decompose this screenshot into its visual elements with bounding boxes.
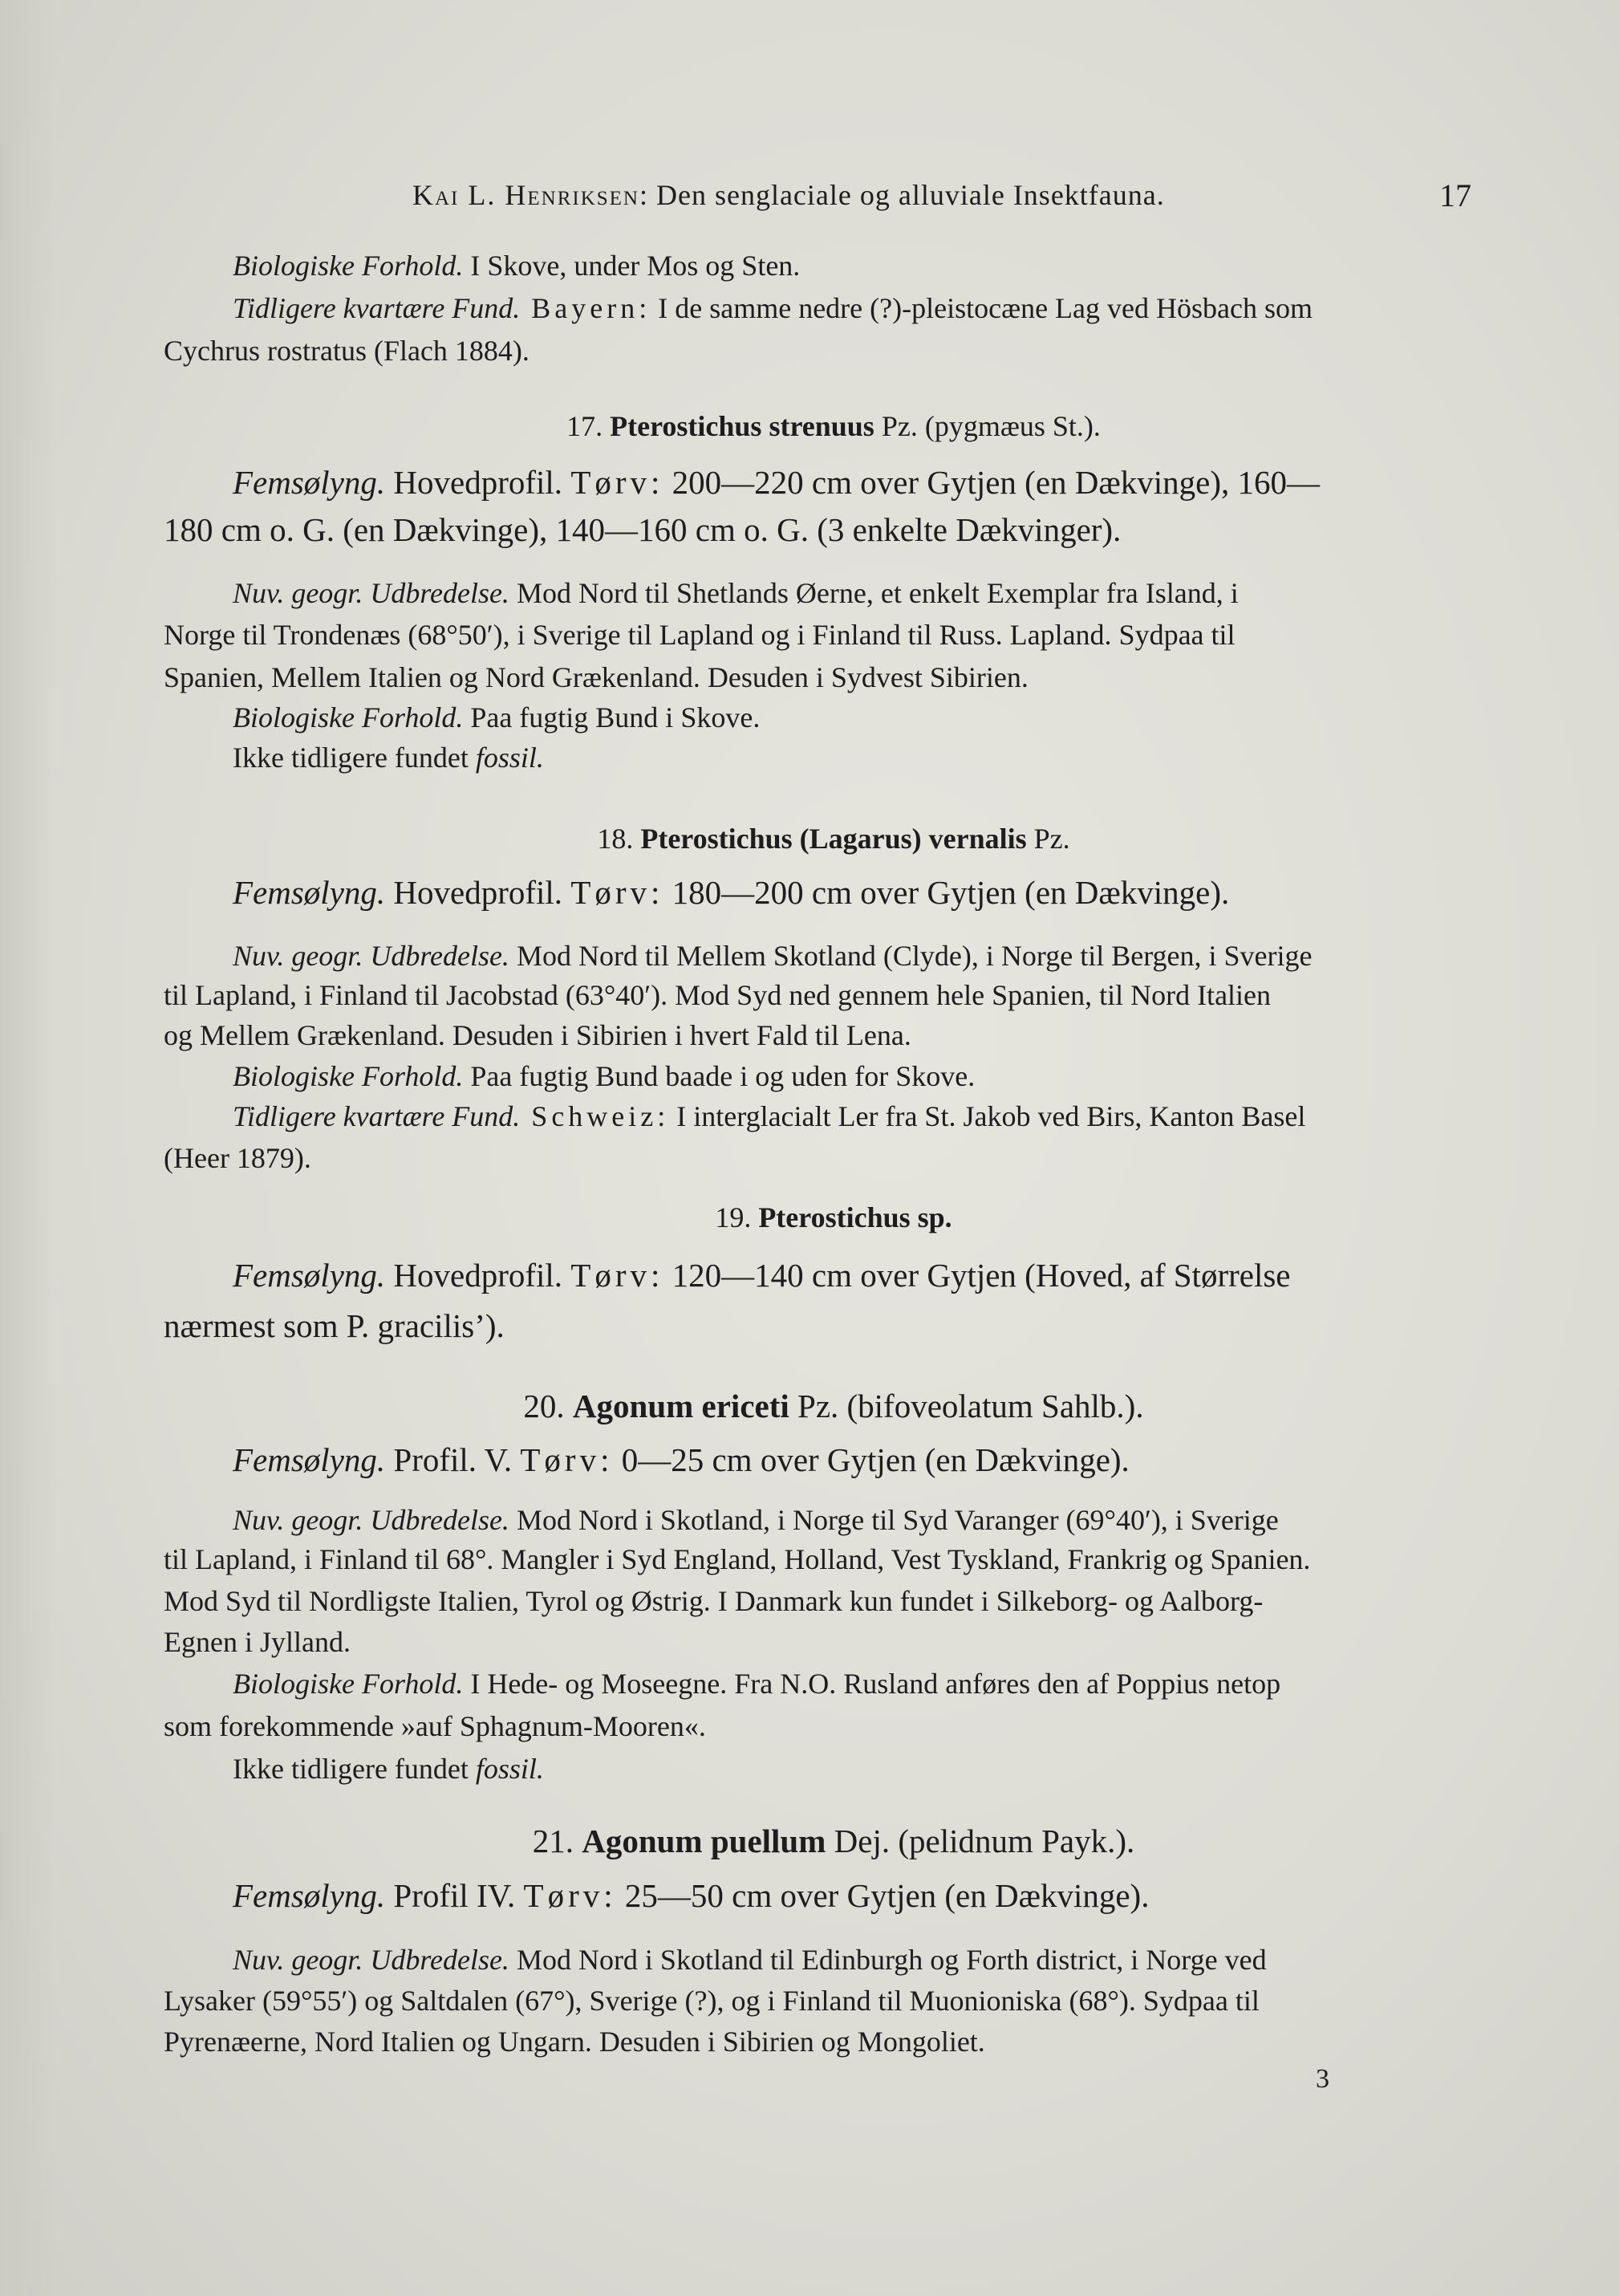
text-line: Biologiske Forhold. I Hede- og Moseegne. Fra N.O. Rusland anføres den af Poppius netop (233, 1668, 1281, 1700)
text-line: Biologiske Forhold. Paa fugtig Bund baade i og uden for Skove. (233, 1060, 976, 1092)
species-heading: 18. Pterostichus (Lagarus) vernalis Pz. (597, 823, 1070, 855)
header-title: : Den senglaciale og alluviale Insektfauna. (639, 179, 1165, 211)
text-line: Femsølyng. Hovedprofil. Tørv: 120—140 cm over Gytjen (Hoved, af Størrelse (233, 1257, 1291, 1294)
text-line: Nuv. geogr. Udbredelse. Mod Nord i Skotland til Edinburgh og Forth district, i Norge ved (233, 1944, 1267, 1976)
running-header (412, 178, 1471, 218)
text-line: nærmest som P. gracilis’). (164, 1307, 505, 1344)
text-line: Nuv. geogr. Udbredelse. Mod Nord i Skotland, i Norge til Syd Varanger (69°40′), i Sverige (233, 1504, 1279, 1536)
text-line: som forekommende »auf Sphagnum-Mooren«. (164, 1710, 706, 1742)
header-author: Kai L. Henriksen (412, 179, 639, 211)
text-line: og Mellem Grækenland. Desuden i Sibirien i hvert Fald til Lena. (164, 1019, 911, 1051)
text-line: Egnen i Jylland. (164, 1626, 351, 1658)
text-line: Biologiske Forhold. I Skove, under Mos og Sten. (233, 250, 801, 282)
text-line: til Lapland, i Finland til Jacobstad (63°40′). Mod Syd ned gennem hele Spanien, til Nord Italien (164, 979, 1272, 1011)
text-line: Pyrenæerne, Nord Italien og Ungarn. Desuden i Sibirien og Mongoliet. (164, 2026, 985, 2058)
text-line: Ikke tidligere fundet fossil. (233, 742, 544, 774)
species-heading: 20. Agonum ericeti Pz. (bifoveolatum Sahlb.). (523, 1388, 1144, 1424)
text-line: (Heer 1879). (164, 1142, 311, 1174)
text-line: Nuv. geogr. Udbredelse. Mod Nord til Shetlands Øerne, et enkelt Exemplar fra Island, i (233, 577, 1239, 609)
text-line: Norge til Trondenæs (68°50′), i Sverige til Lapland og i Finland til Russ. Lapland. Sydpaa til (164, 619, 1236, 651)
text-line: Lysaker (59°55′) og Saltdalen (67°), Sverige (?), og i Finland til Muonioniska (68°). Sydpaa til (164, 1985, 1260, 2017)
text-line: Tidligere kvartære Fund. Bayern: I de samme nedre (?)-pleistocæne Lag ved Hösbach som (233, 292, 1313, 324)
page-number: 17 (1439, 177, 1471, 213)
text-line: Femsølyng. Profil IV. Tørv: 25—50 cm over Gytjen (en Dækvinge). (233, 1877, 1150, 1914)
text-line: Femsølyng. Profil. V. Tørv: 0—25 cm over Gytjen (en Dækvinge). (233, 1441, 1130, 1478)
text-line: Femsølyng. Hovedprofil. Tørv: 180—200 cm over Gytjen (en Dækvinge). (233, 874, 1230, 911)
species-heading: 21. Agonum puellum Dej. (pelidnum Payk.). (532, 1823, 1135, 1859)
page-edge-shadow (0, 0, 56, 2296)
text-line: Ikke tidligere fundet fossil. (233, 1753, 544, 1785)
text-line: 180 cm o. G. (en Dækvinge), 140—160 cm o. G. (3 enkelte Dækvinger). (164, 511, 1122, 548)
signature-mark: 3 (1316, 2064, 1329, 2094)
species-heading: 19. Pterostichus sp. (715, 1201, 952, 1233)
text-line: Mod Syd til Nordligste Italien, Tyrol og Østrig. I Danmark kun fundet i Silkeborg- og Aalborg- (164, 1585, 1264, 1617)
species-heading: 17. Pterostichus strenuus Pz. (pygmæus St.). (566, 410, 1101, 442)
text-line: Spanien, Mellem Italien og Nord Grækenland. Desuden i Sydvest Sibirien. (164, 661, 1029, 693)
text-line: Biologiske Forhold. Paa fugtig Bund i Skove. (233, 701, 761, 734)
text-line: Nuv. geogr. Udbredelse. Mod Nord til Mellem Skotland (Clyde), i Norge til Bergen, i Sverige (233, 940, 1313, 972)
text-line: til Lapland, i Finland til 68°. Mangler i Syd England, Holland, Vest Tyskland, Frankrig og Spanien. (164, 1543, 1311, 1575)
text-line: Cychrus rostratus (Flach 1884). (164, 335, 530, 367)
text-line: Tidligere kvartære Fund. Schweiz: I interglacialt Ler fra St. Jakob ved Birs, Kanton Basel (233, 1100, 1306, 1132)
text-line: Femsølyng. Hovedprofil. Tørv: 200—220 cm over Gytjen (en Dækvinge), 160— (233, 464, 1320, 501)
